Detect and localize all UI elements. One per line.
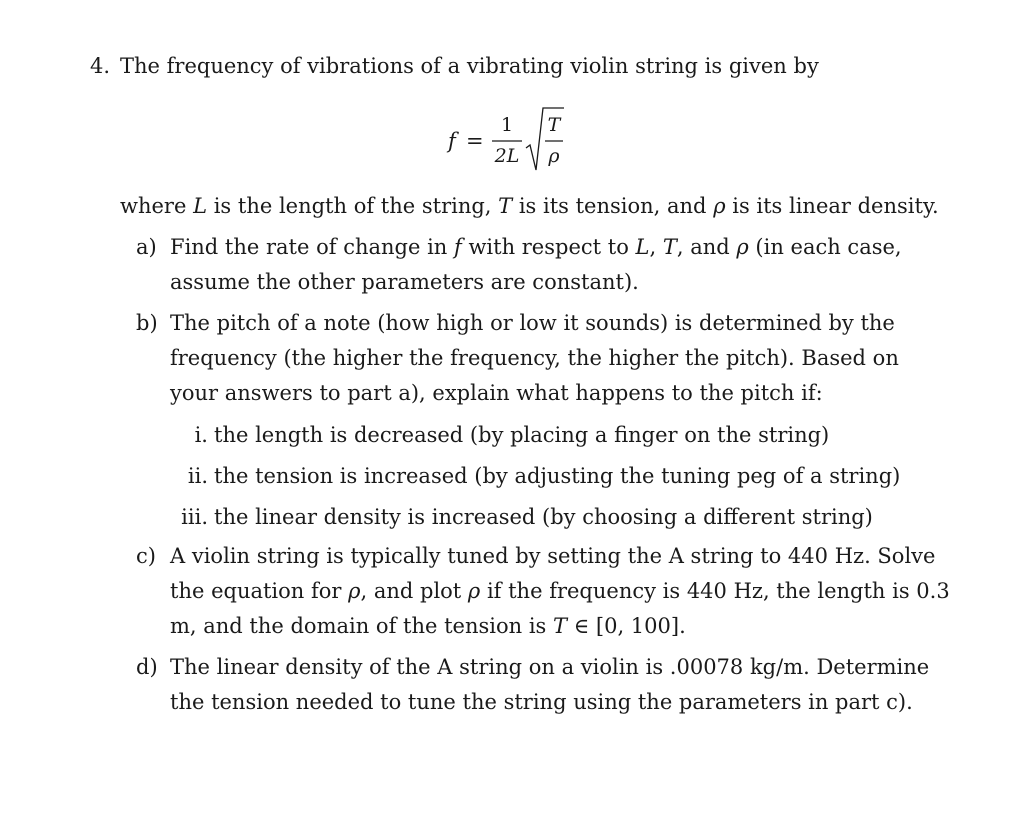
part-a-text: with respect to <box>461 235 636 259</box>
part-b-line-1: The pitch of a note (how high or low it sounds) is determined by the <box>170 311 895 335</box>
part-c-label: c) <box>136 544 156 568</box>
var-rho: ρ <box>348 579 361 603</box>
part-c-line-2 <box>170 574 950 609</box>
part-a-text: Find the rate of change in <box>170 235 454 259</box>
part-c-line-3 <box>170 609 892 644</box>
var-rho: ρ <box>713 194 726 218</box>
var-T: T <box>552 614 567 638</box>
part-a-text: (in each case, <box>748 235 902 259</box>
subitem-text: the length is decreased (by placing a finger on the string) <box>214 423 830 447</box>
frequency-formula <box>446 104 586 174</box>
where-text-4: is its linear density. <box>725 194 939 218</box>
problem-heading <box>90 52 819 80</box>
subitem-i <box>170 421 829 449</box>
problem-number: 4. <box>90 54 111 78</box>
where-definitions <box>120 189 939 224</box>
part-a-text: , and <box>676 235 737 259</box>
where-text-3: is its tension, and <box>512 194 714 218</box>
part-c-text: if the frequency is 440 Hz, the length is 0.3 <box>480 579 950 603</box>
part-a-label: a) <box>136 235 157 259</box>
subitem-label: i. <box>194 423 208 447</box>
var-T: T <box>662 235 677 259</box>
subitem-label: iii. <box>181 505 208 529</box>
where-text-2: is the length of the string, <box>207 194 499 218</box>
subitem-label: ii. <box>187 464 208 488</box>
subitem-iii <box>170 503 873 531</box>
var-T: T <box>498 194 513 218</box>
formula-denominator: 2L <box>494 145 520 167</box>
subitem-ii <box>170 462 900 490</box>
subitem-text: the linear density is increased (by choosing a different string) <box>214 505 873 529</box>
formula-equals: = <box>466 129 484 153</box>
var-f: f <box>453 235 462 259</box>
subitem-text: the tension is increased (by adjusting the tuning peg of a string) <box>214 464 901 488</box>
part-b-label: b) <box>136 311 158 335</box>
var-L: L <box>193 194 208 218</box>
part-c-text: m, and the domain of the tension is <box>170 614 553 638</box>
part-a-line-2: assume the other parameters are constant). <box>170 270 639 294</box>
part-d-line-2: the tension needed to tune the string using the parameters in part c). <box>170 690 913 714</box>
root-numerator: T <box>547 114 561 136</box>
part-c-text: the equation for <box>170 579 349 603</box>
part-a-line-1 <box>170 230 902 265</box>
part-b-line-2: frequency (the higher the frequency, the higher the pitch). Based on <box>170 346 899 370</box>
part-d-line-1: The linear density of the A string on a violin is .00078 kg/m. Determine <box>170 655 930 679</box>
part-a-text: , <box>649 235 663 259</box>
formula-lhs: f <box>448 129 456 153</box>
var-rho: ρ <box>736 235 749 259</box>
where-text-1: where <box>120 194 194 218</box>
formula-numerator: 1 <box>500 114 514 136</box>
part-c-text: ∈ [0, 100]. <box>567 614 686 638</box>
var-rho: ρ <box>467 579 481 603</box>
root-denominator: ρ <box>548 145 560 167</box>
part-c-line-1: A violin string is typically tuned by setting the A string to 440 Hz. Solve <box>170 544 936 568</box>
part-b-line-3: your answers to part a), explain what happens to the pitch if: <box>170 381 823 405</box>
part-c-text: , and plot <box>360 579 468 603</box>
part-d-label: d) <box>136 655 158 679</box>
var-L: L <box>635 235 650 259</box>
problem-intro: The frequency of vibrations of a vibrating violin string is given by <box>120 54 819 78</box>
